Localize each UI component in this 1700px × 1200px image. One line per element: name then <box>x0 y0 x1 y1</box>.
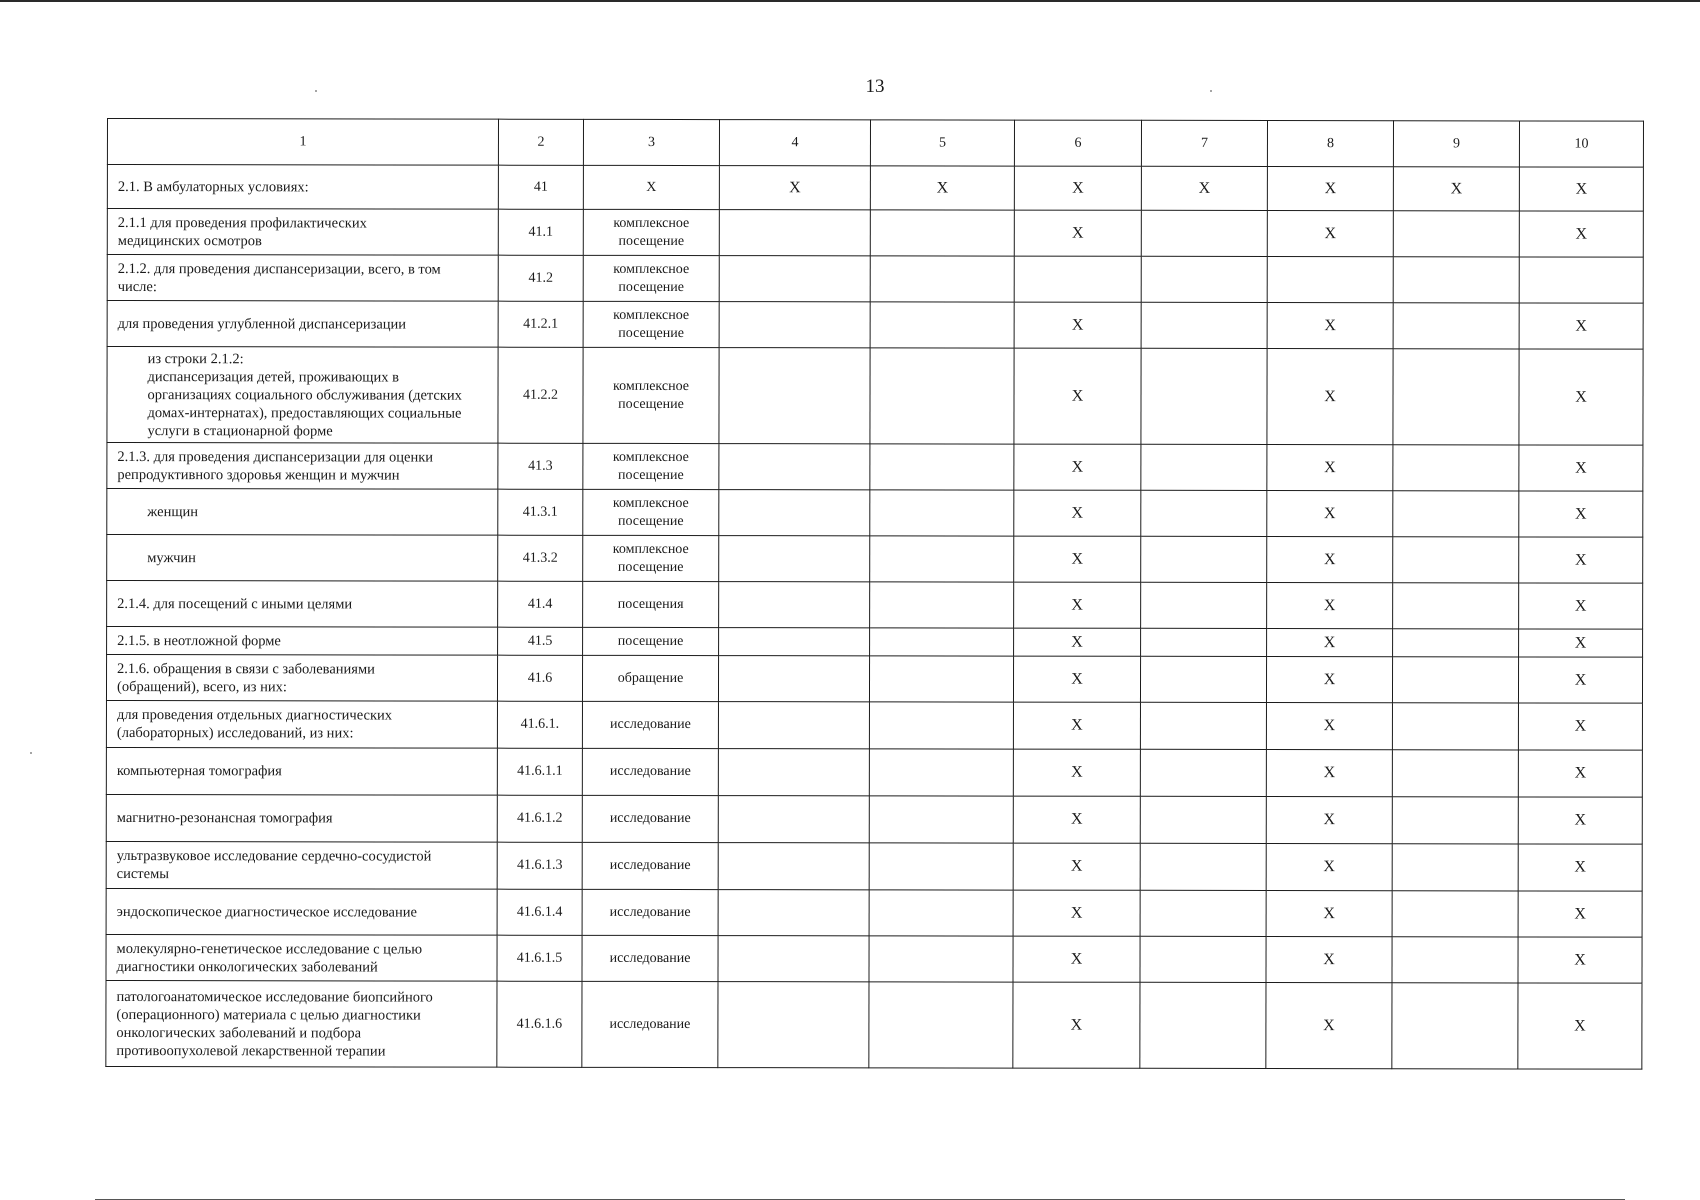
value-cell-col7 <box>1140 796 1266 843</box>
table-body <box>106 165 1644 1070</box>
value-cell-col6: Х <box>1013 890 1140 936</box>
value-cell-col8: Х <box>1266 983 1392 1069</box>
column-header-7: 7 <box>1141 120 1267 166</box>
table-row <box>106 934 1642 983</box>
value-cell-col5 <box>870 210 1014 256</box>
value-cell-col10: Х <box>1518 703 1642 750</box>
value-cell-col5 <box>869 702 1013 749</box>
value-cell-col10: Х <box>1519 303 1643 349</box>
value-cell-col4 <box>719 582 870 628</box>
row-code: 41.3.1 <box>498 489 583 535</box>
value-cell-col7 <box>1141 536 1267 582</box>
value-cell-col6: Х <box>1014 348 1141 444</box>
column-header-10: 10 <box>1519 121 1643 167</box>
table-row <box>106 747 1642 797</box>
value-cell-col10: Х <box>1519 445 1643 491</box>
value-cell-col10: Х <box>1519 349 1643 445</box>
table-row <box>107 443 1643 492</box>
row-label: патологоанатомическое исследование биопсийного (операционного) материала с целью диагностики онкологических заболеваний и подбора противоопухолевой лекарственной терапии <box>106 980 497 1067</box>
value-cell-col4 <box>718 656 869 702</box>
value-cell-col9 <box>1393 349 1519 445</box>
value-cell-col6: Х <box>1013 936 1140 982</box>
column-header-8: 8 <box>1267 121 1393 167</box>
value-cell-col8: Х <box>1266 844 1392 891</box>
value-cell-col5: Х <box>870 166 1014 210</box>
value-cell-col7 <box>1140 749 1266 796</box>
value-cell-col10: Х <box>1518 937 1642 983</box>
value-cell-col7: Х <box>1141 166 1267 210</box>
value-cell-col7 <box>1141 444 1267 490</box>
value-cell-col10: Х <box>1518 891 1642 937</box>
unit-cell: комплексное посещение <box>583 301 719 347</box>
value-cell-col5 <box>870 536 1014 582</box>
column-header-1: 1 <box>107 119 498 166</box>
row-label: молекулярно-генетическое исследование с целью диагностики онкологических заболеваний <box>106 934 497 981</box>
row-label: для проведения отдельных диагностических (лабораторных) исследований, из них: <box>106 701 497 749</box>
value-cell-col5 <box>870 302 1014 348</box>
row-code: 41.2 <box>498 255 583 301</box>
row-code: 41.1 <box>498 209 583 255</box>
value-cell-col9 <box>1393 303 1519 349</box>
value-cell-col6: Х <box>1014 444 1141 490</box>
value-cell-col5 <box>869 656 1013 702</box>
value-cell-col4 <box>718 702 869 749</box>
value-cell-col4 <box>719 210 870 256</box>
value-cell-col9 <box>1393 211 1519 257</box>
row-label: компьютерная томография <box>106 747 497 795</box>
row-label: ультразвуковое исследование сердечно-сосудистой системы <box>106 841 497 889</box>
unit-cell: исследование <box>582 889 718 935</box>
value-cell-col4: Х <box>719 166 870 210</box>
value-cell-col6: Х <box>1013 982 1140 1068</box>
value-cell-col8: Х <box>1266 937 1392 983</box>
value-cell-col9 <box>1393 491 1519 537</box>
row-code: 41.6.1. <box>497 701 582 748</box>
value-cell-col8: Х <box>1267 167 1393 211</box>
value-cell-col5 <box>869 843 1013 890</box>
value-cell-col7 <box>1141 490 1267 536</box>
row-code: 41.4 <box>498 581 583 627</box>
value-cell-col7 <box>1141 256 1267 302</box>
table-row <box>107 255 1643 304</box>
value-cell-col5 <box>869 890 1013 936</box>
value-cell-col6: Х <box>1014 166 1141 210</box>
row-code: 41.6.1.3 <box>497 842 582 889</box>
table-row <box>106 888 1642 937</box>
unit-cell: комплексное посещение <box>583 209 719 255</box>
value-cell-col4 <box>718 982 869 1068</box>
value-cell-col8: Х <box>1267 537 1393 583</box>
column-header-6: 6 <box>1014 120 1141 166</box>
value-cell-col4 <box>719 302 870 348</box>
value-cell-col10: Х <box>1519 491 1643 537</box>
value-cell-col8: Х <box>1266 657 1392 703</box>
row-label: 2.1.5. в неотложной форме <box>107 627 498 656</box>
table-row <box>107 209 1643 258</box>
value-cell-col9 <box>1393 257 1519 303</box>
value-cell-col10: Х <box>1518 797 1642 844</box>
unit-cell: комплексное посещение <box>583 489 719 535</box>
value-cell-col4 <box>718 843 869 890</box>
value-cell-col9 <box>1393 537 1519 583</box>
value-cell-col5 <box>870 444 1014 490</box>
value-cell-col6: Х <box>1014 302 1141 348</box>
row-label: 2.1. В амбулаторных условиях: <box>107 165 498 210</box>
value-cell-col10: Х <box>1518 983 1642 1069</box>
unit-cell: обращение <box>582 655 718 701</box>
row-label: женщин <box>107 489 498 536</box>
value-cell-col10: Х <box>1518 750 1642 797</box>
table-row <box>107 301 1643 350</box>
value-cell-col5 <box>870 490 1014 536</box>
row-code: 41.6.1.1 <box>497 748 582 795</box>
unit-cell: исследование <box>582 842 718 889</box>
value-cell-col10: Х <box>1519 537 1643 583</box>
row-label: для проведения углубленной диспансеризации <box>107 301 498 348</box>
value-cell-col5 <box>870 628 1014 656</box>
table-row <box>106 655 1642 704</box>
value-cell-col5 <box>869 749 1013 796</box>
data-table <box>105 118 1644 1070</box>
value-cell-col10: Х <box>1518 657 1642 703</box>
table-row <box>106 794 1642 844</box>
value-cell-col4 <box>718 890 869 936</box>
value-cell-col9 <box>1392 891 1518 937</box>
table-row <box>107 581 1643 630</box>
column-header-5: 5 <box>870 120 1014 166</box>
value-cell-col10: Х <box>1519 167 1643 211</box>
value-cell-col7 <box>1140 982 1266 1068</box>
value-cell-col4 <box>719 256 870 302</box>
value-cell-col9 <box>1392 937 1518 983</box>
value-cell-col8 <box>1267 257 1393 303</box>
value-cell-col8: Х <box>1266 750 1392 797</box>
header-row <box>107 119 1643 168</box>
page-number: 13 <box>865 76 885 97</box>
value-cell-col7 <box>1141 628 1267 656</box>
value-cell-col4 <box>719 536 870 582</box>
top-edge-rule <box>0 0 1700 2</box>
row-label: мужчин <box>107 535 498 582</box>
value-cell-col6: Х <box>1013 656 1140 702</box>
table-row <box>107 535 1643 584</box>
value-cell-col6: Х <box>1014 210 1141 256</box>
value-cell-col4 <box>719 628 870 656</box>
value-cell-col5 <box>870 256 1014 302</box>
unit-cell: исследование <box>582 981 718 1067</box>
unit-cell: посещение <box>583 627 719 655</box>
table-row <box>106 841 1642 891</box>
row-code: 41.6.1.5 <box>497 935 582 981</box>
value-cell-col7 <box>1140 702 1266 749</box>
value-cell-col7 <box>1140 890 1266 936</box>
scan-speck <box>30 752 32 754</box>
value-cell-col6: Х <box>1013 796 1140 843</box>
value-cell-col5 <box>870 348 1014 444</box>
row-label: 2.1.6. обращения в связи с заболеваниями (обращений), всего, из них: <box>106 655 497 702</box>
scan-speck <box>1210 90 1212 92</box>
value-cell-col8: Х <box>1267 583 1393 629</box>
row-code: 41.6.1.2 <box>497 795 582 842</box>
row-code: 41.3 <box>498 443 583 489</box>
row-code: 41.6 <box>497 655 582 701</box>
unit-cell: исследование <box>582 935 718 981</box>
value-cell-col4 <box>719 444 870 490</box>
table-row <box>107 627 1643 658</box>
value-cell-col8: Х <box>1267 629 1393 657</box>
value-cell-col9 <box>1392 797 1518 844</box>
value-cell-col9 <box>1393 583 1519 629</box>
value-cell-col9: Х <box>1393 167 1519 211</box>
value-cell-col8: Х <box>1267 491 1393 537</box>
value-cell-col9 <box>1392 703 1518 750</box>
value-cell-col6: Х <box>1014 582 1141 628</box>
value-cell-col8: Х <box>1267 349 1393 445</box>
value-cell-col10: Х <box>1519 629 1643 657</box>
value-cell-col4 <box>719 348 870 444</box>
value-cell-col8: Х <box>1267 211 1393 257</box>
unit-cell: комплексное посещение <box>583 443 719 489</box>
value-cell-col7 <box>1140 656 1266 702</box>
row-code: 41 <box>498 165 583 209</box>
value-cell-col10: Х <box>1519 211 1643 257</box>
column-header-9: 9 <box>1393 121 1519 167</box>
value-cell-col8: Х <box>1267 303 1393 349</box>
value-cell-col7 <box>1141 210 1267 256</box>
unit-cell: комплексное посещение <box>583 255 719 301</box>
row-label: 2.1.1 для проведения профилактических медицинских осмотров <box>107 209 498 256</box>
value-cell-col9 <box>1392 983 1518 1069</box>
row-code: 41.2.1 <box>498 301 583 347</box>
value-cell-col8: Х <box>1266 797 1392 844</box>
value-cell-col7 <box>1140 936 1266 982</box>
unit-cell: посещения <box>583 581 719 627</box>
value-cell-col5 <box>869 936 1013 982</box>
value-cell-col6: Х <box>1013 749 1140 796</box>
unit-cell: комплексное посещение <box>583 347 719 443</box>
value-cell-col7 <box>1141 302 1267 348</box>
value-cell-col5 <box>870 582 1014 628</box>
value-cell-col8: Х <box>1266 891 1392 937</box>
value-cell-col6: Х <box>1014 628 1141 656</box>
value-cell-col6 <box>1014 256 1141 302</box>
row-label: 2.1.4. для посещений с иными целями <box>107 581 498 628</box>
row-code: 41.3.2 <box>498 535 583 581</box>
value-cell-col6: Х <box>1013 843 1140 890</box>
unit-cell: исследование <box>582 701 718 748</box>
value-cell-col9 <box>1392 750 1518 797</box>
row-label: магнитно-резонансная томография <box>106 794 497 842</box>
table-row <box>107 165 1643 212</box>
value-cell-col10: Х <box>1518 844 1642 891</box>
value-cell-col6: Х <box>1014 490 1141 536</box>
unit-cell: исследование <box>582 748 718 795</box>
unit-cell: комплексное посещение <box>583 535 719 581</box>
row-code: 41.5 <box>498 627 583 655</box>
value-cell-col7 <box>1141 582 1267 628</box>
value-cell-col7 <box>1141 348 1267 444</box>
row-code: 41.2.2 <box>498 347 583 443</box>
row-label: из строки 2.1.2: диспансеризация детей, проживающих в организациях социального обслуживания (детских домах-интернатах), предоставляющих социальные услуги в стационарной форме <box>107 347 498 444</box>
value-cell-col4 <box>718 749 869 796</box>
row-label: эндоскопическое диагностическое исследование <box>106 888 497 935</box>
table-row <box>107 347 1643 446</box>
value-cell-col9 <box>1393 445 1519 491</box>
row-label: 2.1.2. для проведения диспансеризации, всего, в том числе: <box>107 255 498 302</box>
value-cell-col4 <box>718 936 869 982</box>
unit-cell: исследование <box>582 795 718 842</box>
value-cell-col8: Х <box>1267 445 1393 491</box>
scan-speck <box>315 90 317 92</box>
table-row <box>106 701 1642 751</box>
value-cell-col10: Х <box>1519 583 1643 629</box>
table-container <box>105 118 1644 1070</box>
value-cell-col6: Х <box>1013 702 1140 749</box>
table-row <box>107 489 1643 538</box>
value-cell-col10 <box>1519 257 1643 303</box>
value-cell-col4 <box>719 490 870 536</box>
value-cell-col5 <box>869 982 1013 1068</box>
column-header-4: 4 <box>719 120 870 166</box>
row-code: 41.6.1.4 <box>497 889 582 935</box>
value-cell-col7 <box>1140 843 1266 890</box>
table-row <box>106 980 1642 1069</box>
value-cell-col9 <box>1393 629 1519 657</box>
value-cell-col5 <box>869 796 1013 843</box>
value-cell-col9 <box>1392 657 1518 703</box>
value-cell-col4 <box>718 796 869 843</box>
row-label: 2.1.3. для проведения диспансеризации для оценки репродуктивного здоровья женщин и мужчин <box>107 443 498 490</box>
row-code: 41.6.1.6 <box>497 981 582 1067</box>
unit-cell: Х <box>583 165 719 209</box>
value-cell-col9 <box>1392 844 1518 891</box>
value-cell-col6: Х <box>1014 536 1141 582</box>
column-header-2: 2 <box>498 119 583 165</box>
column-header-3: 3 <box>583 119 719 165</box>
value-cell-col8: Х <box>1266 703 1392 750</box>
